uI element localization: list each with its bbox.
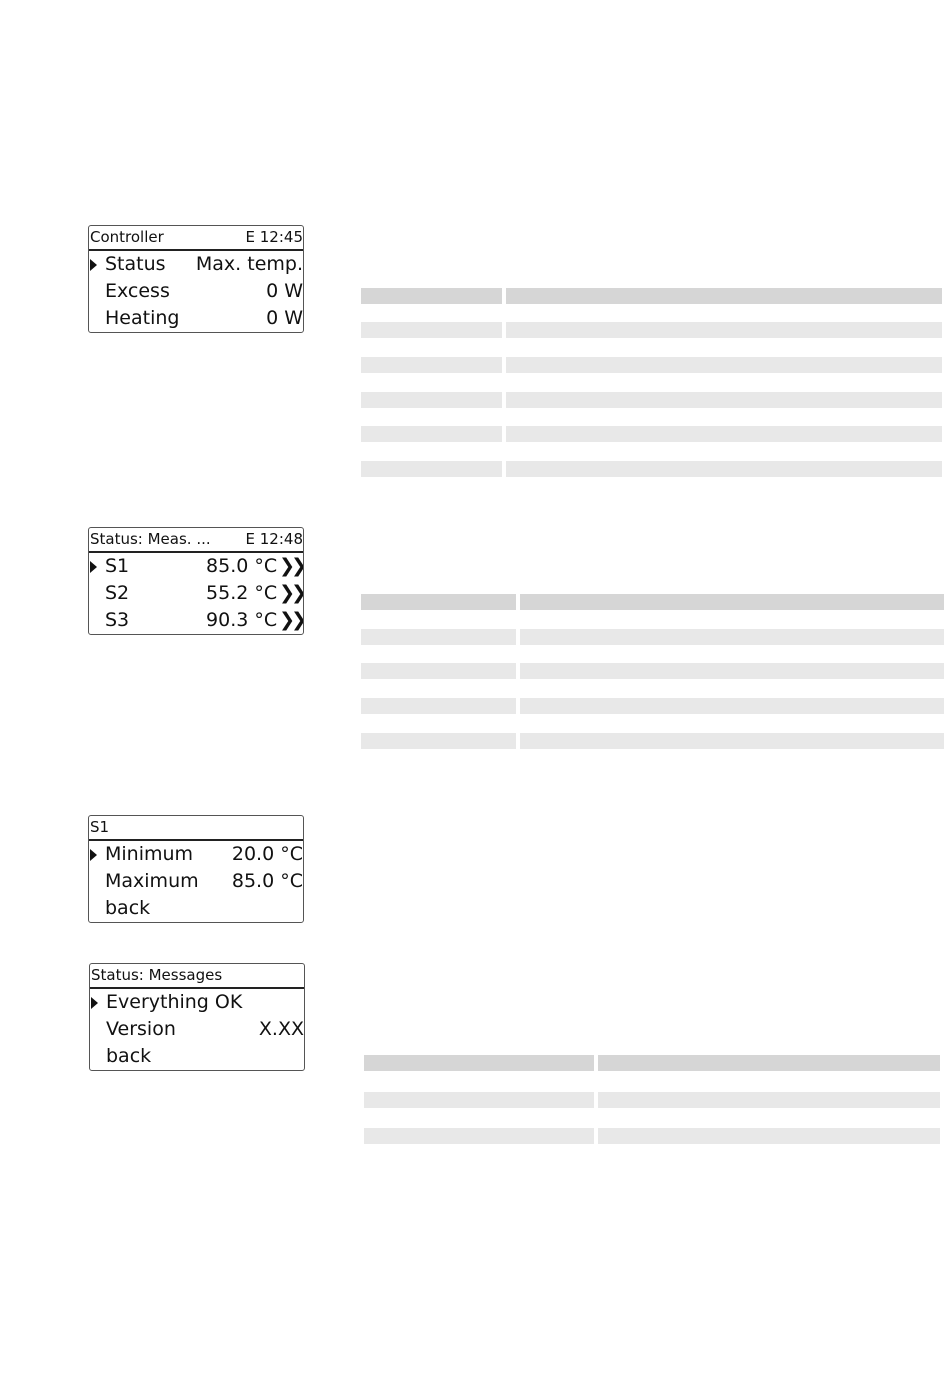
- lcd-header: [89, 226, 303, 251]
- row-value-wrap: [206, 580, 303, 607]
- lcd-row-status[interactable]: [89, 251, 303, 278]
- lcd-row-minimum[interactable]: [89, 841, 303, 868]
- table-1: [361, 288, 942, 478]
- row-label: back: [106, 1045, 152, 1067]
- lcd-time: E 12:45: [245, 228, 303, 246]
- double-chevron-right-icon: ❯❯: [279, 555, 303, 577]
- row-label: Heating: [105, 307, 180, 329]
- row-label: Version: [106, 1018, 176, 1040]
- table-row: [361, 392, 942, 408]
- table-row: [361, 461, 942, 477]
- lcd-status-meas: [88, 527, 304, 635]
- table-row: [361, 733, 944, 749]
- lcd-title: Status: Messages: [91, 966, 223, 984]
- table-3: [364, 1055, 940, 1145]
- row-value: 55.2 °C: [206, 582, 278, 604]
- lcd-header: [89, 816, 303, 841]
- table-row: [361, 629, 944, 645]
- row-value: X.XX: [258, 1018, 304, 1040]
- double-chevron-right-icon: ❯❯: [279, 582, 303, 604]
- lcd-time: E 12:48: [245, 530, 303, 548]
- table-row: [364, 1128, 940, 1144]
- table-row: [361, 663, 944, 679]
- lcd-controller: [88, 225, 304, 333]
- row-label: S1: [105, 555, 130, 577]
- table-row: [361, 322, 942, 338]
- row-value: 0 W: [266, 307, 303, 329]
- lcd-status-messages: [89, 963, 305, 1071]
- table-header-row: [364, 1055, 940, 1071]
- table-header-row: [361, 594, 944, 610]
- lcd-row-heating[interactable]: [89, 305, 303, 332]
- lcd-row-maximum[interactable]: [89, 868, 303, 895]
- lcd-row-s3[interactable]: [89, 607, 303, 634]
- row-value: 90.3 °C: [206, 609, 278, 631]
- row-value: 85.0 °C: [206, 555, 278, 577]
- table-2: [361, 594, 944, 750]
- row-label: Everything OK: [106, 991, 243, 1013]
- double-chevron-right-icon: ❯❯: [279, 609, 303, 631]
- table-row: [361, 357, 942, 373]
- row-value: 85.0 °C: [231, 870, 303, 892]
- row-label: back: [105, 897, 151, 919]
- lcd-header: [90, 964, 304, 989]
- row-value-wrap: [206, 607, 303, 634]
- lcd-title: S1: [90, 818, 110, 836]
- row-label: Excess: [105, 280, 170, 302]
- row-value: 0 W: [266, 280, 303, 302]
- selection-arrow-icon: [90, 259, 97, 271]
- lcd-row-back[interactable]: [90, 1043, 304, 1070]
- table-header-row: [361, 288, 942, 304]
- lcd-row-back[interactable]: [89, 895, 303, 922]
- row-label: Status: [105, 253, 166, 275]
- table-row: [361, 426, 942, 442]
- row-label: Maximum: [105, 870, 199, 892]
- row-label: S2: [105, 582, 130, 604]
- table-row: [361, 698, 944, 714]
- row-value: Max. temp.: [195, 253, 303, 275]
- lcd-title: Controller: [90, 228, 164, 246]
- lcd-row-s2[interactable]: [89, 580, 303, 607]
- selection-arrow-icon: [91, 997, 98, 1009]
- lcd-row-version[interactable]: [90, 1016, 304, 1043]
- row-value-wrap: [206, 553, 303, 580]
- lcd-row-everything-ok[interactable]: [90, 989, 304, 1016]
- row-label: S3: [105, 609, 130, 631]
- lcd-header: [89, 528, 303, 553]
- lcd-row-excess[interactable]: [89, 278, 303, 305]
- selection-arrow-icon: [90, 561, 97, 573]
- table-row: [364, 1092, 940, 1108]
- lcd-row-s1[interactable]: [89, 553, 303, 580]
- row-label: Minimum: [105, 843, 194, 865]
- lcd-s1: [88, 815, 304, 923]
- row-value: 20.0 °C: [231, 843, 303, 865]
- selection-arrow-icon: [90, 849, 97, 861]
- lcd-title: Status: Meas. ...: [90, 530, 211, 548]
